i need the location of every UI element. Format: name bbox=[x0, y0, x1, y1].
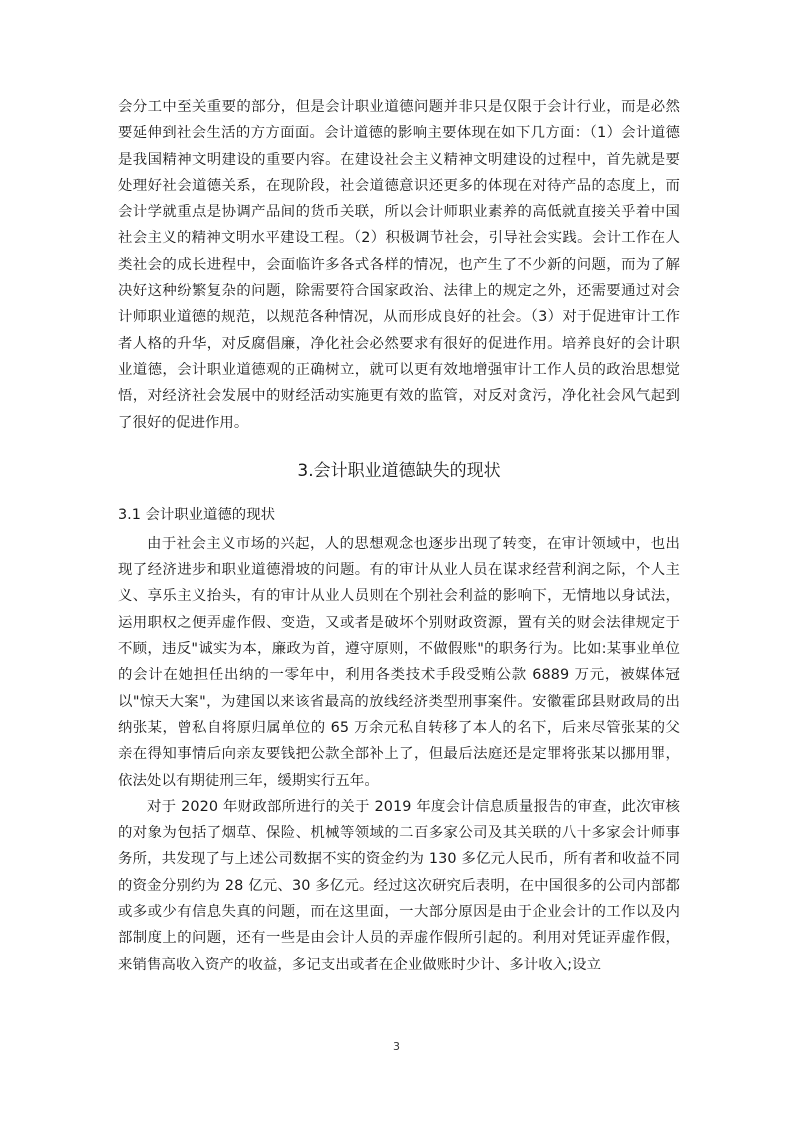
body-paragraph-intro: 会分工中至关重要的部分，但是会计职业道德问题并非只是仅限于会计行业，而是必然要延伸到社会生活的方方面面。会计道德的影响主要体现在如下几方面：（1）会计道德是我国精神文明建设的重要内容。在建设社会主义精神文明建设的过程中，首先就是要处理好社会道德关系，在现阶段，社会道德意识还更多的体现在对待产品的态度上，而会计学就重点是协调产品间的货币关联，所以会计师职业素养的高低就直接关乎着中国社会主义的精神文明水平建设工程。（2）积极调节社会，引导社会实践。会计工作在人类社会的成长进程中，会面临许多各式各样的情况，也产生了不少新的问题，而为了解决好这种纷繁复杂的问题，除需要符合国家政治、法律上的规定之外，还需要通过对会计师职业道德的规范，以规范各种情况，从而形成良好的社会。（3）对于促进审计工作者人格的升华，对反腐倡廉，净化社会必然要求有很好的促进作用。培养良好的会计职业道德，会计职业道德观的正确树立，就可以更有效地增强审计工作人员的政治思想觉悟，对经济社会发展中的财经活动实施更有效的监管，对反对贪污，净化社会风气起到了很好的促进作用。 bbox=[118, 99, 680, 431]
page-number: 3 bbox=[393, 1040, 400, 1053]
body-paragraph-1: 由于社会主义市场的兴起，人的思想观念也逐步出现了转变，在审计领域中，也出现了经济进步和职业道德滑坡的问题。有的审计从业人员在谋求经营利润之际，个人主义、享乐主义抬头，有的审计从业人员则在个别社会利益的影响下，无情地以身试法，运用职权之便弄虚作假、变造，又或者是破坏个别财政资源，置有关的财会法律规定于不顾，违反"诚实为本，廉政为首，遵守原则，不做假账"的职务行为。比如:某事业单位的会计在她担任出纳的一零年中，利用各类技术手段受贿公款 6889 万元，被媒体冠以"惊天大案"，为建国以来该省最高的放线经济类型刑事案件。安徽霍邱县财政局的出纳张某，曾私自将原归属单位的 65 万余元私自转移了本人的名下，后来尽管张某的父亲在得知事情后向亲友要钱把公款全部补上了，但最后法庭还是定罪将张某以挪用罪，依法处以有期徒刑三年，缓期实行五年。 bbox=[118, 535, 680, 789]
body-paragraph-2: 对于 2020 年财政部所进行的关于 2019 年度会计信息质量报告的审查，此次审核的对象为包括了烟草、保险、机械等领域的二百多家公司及其关联的八十多家会计师事务所，共发现了与上述公司数据不实的资金约为 130 多亿元人民币，所有者和收益不同的资金分别约为 28 亿元、30 多亿元。经过这次研究后表明，在中国很多的公司内部都或多或少有信息失真的问题，而在这里面，一大部分原因是由于企业会计的工作以及内部制度上的问题，还有一些是由会计人员的弄虚作假所引起的。利用对凭证弄虚作假，来销售高收入资产的收益，多记支出或者在企业做账时少计、多计收入;设立 bbox=[118, 798, 680, 973]
section-heading: 3.会计职业道德缺失的现状 bbox=[297, 460, 501, 481]
document-body bbox=[118, 94, 680, 978]
subsection-heading: 3.1 会计职业道德的现状 bbox=[118, 506, 275, 523]
